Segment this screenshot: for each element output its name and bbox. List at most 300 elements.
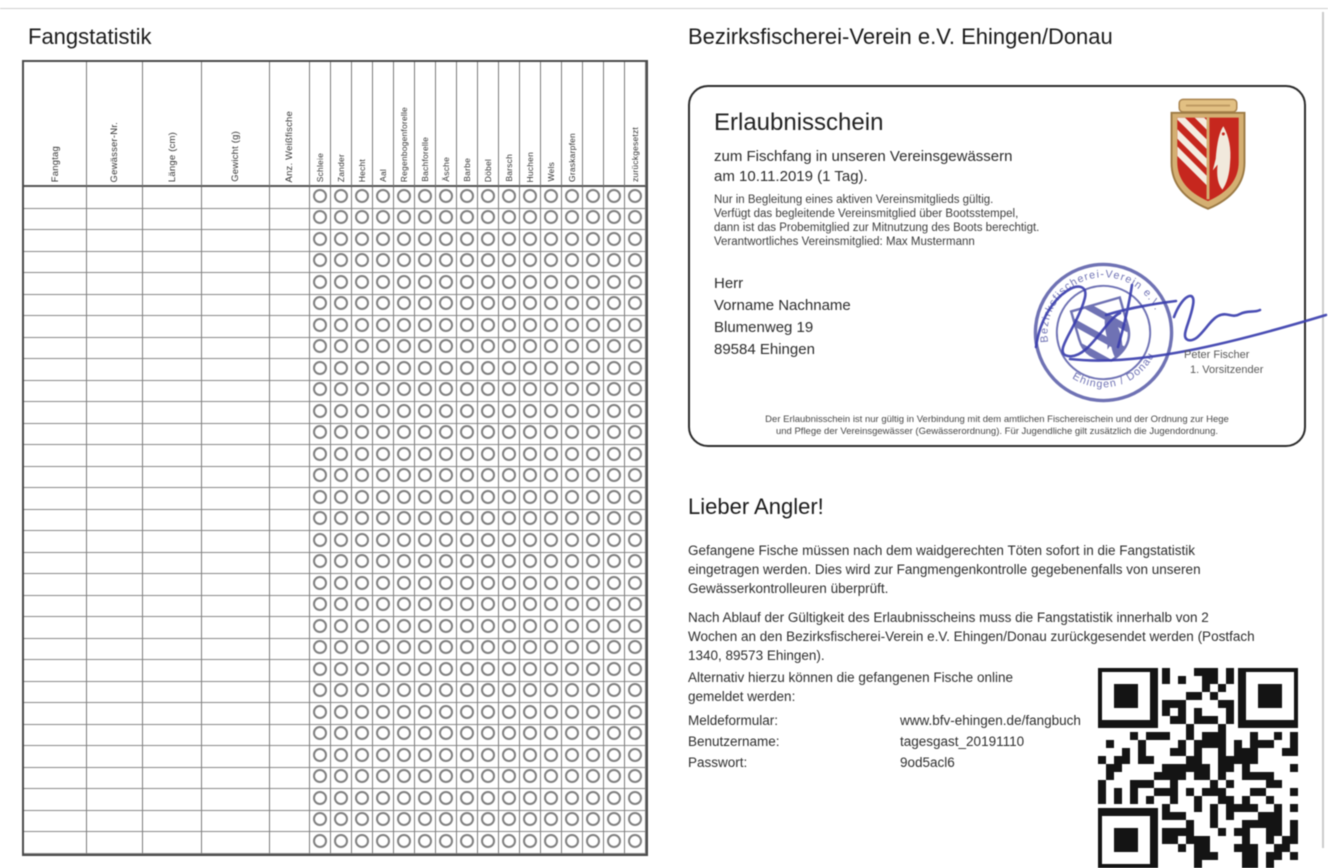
checkbox-cell [562,381,583,403]
checkbox-cell [562,596,583,618]
species-checkbox-circle [355,210,369,224]
species-checkbox-circle [565,834,579,848]
checkbox-cell [457,639,478,661]
checkbox-cell [583,660,604,682]
species-checkbox-circle [439,769,453,783]
checkbox-cell [625,424,646,446]
credential-label: Passwort: [688,755,748,770]
species-checkbox-circle [481,296,495,310]
species-checkbox-circle [397,425,411,439]
checkbox-cell [331,424,352,446]
checkbox-cell [352,811,373,833]
species-checkbox-circle [586,253,600,267]
species-checkbox-circle [565,748,579,762]
condition-line-2: dann ist das Probemitglied zur Mitnutzung des Boots berechtigt. [714,222,1040,234]
species-checkbox-circle [376,511,390,525]
species-checkbox-circle [502,662,516,676]
checkbox-cell [499,768,520,790]
entry-cell [270,768,310,790]
species-checkbox-circle [439,705,453,719]
header-label: Fangtag [49,145,61,182]
checkbox-cell [436,510,457,532]
species-checkbox-circle [313,425,327,439]
species-checkbox-circle [460,232,474,246]
species-checkbox-circle [481,468,495,482]
checkbox-cell [457,230,478,252]
permit-holder-address [714,273,851,361]
checkbox-cell [394,381,415,403]
species-checkbox-circle [481,834,495,848]
entry-cell [87,316,143,338]
checkbox-cell [394,338,415,360]
header-cell-species-7 [457,62,478,187]
holder-line-0: Herr [714,275,744,292]
checkbox-cell [310,488,331,510]
species-checkbox-circle [565,404,579,418]
species-checkbox-circle [628,533,642,547]
species-checkbox-circle [334,318,348,332]
checkbox-cell [478,510,499,532]
catch-statistics-table [22,60,648,856]
species-checkbox-circle [334,705,348,719]
species-checkbox-circle [334,447,348,461]
checkbox-cell [562,316,583,338]
entry-cell [143,746,202,768]
checkbox-cell [520,617,541,639]
species-checkbox-circle [355,361,369,375]
entry-cell [143,445,202,467]
checkbox-cell [436,273,457,295]
entry-cell [270,639,310,661]
checkbox-cell [373,187,394,209]
species-checkbox-circle [565,468,579,482]
checkbox-cell [394,252,415,274]
entry-cell [143,553,202,575]
checkbox-cell [520,402,541,424]
species-checkbox-circle [544,275,558,289]
entry-cell [24,703,87,725]
species-checkbox-circle [607,640,621,654]
entry-cell [143,381,202,403]
species-checkbox-circle [313,210,327,224]
species-checkbox-circle [481,791,495,805]
species-checkbox-circle [523,726,537,740]
checkbox-cell [373,295,394,317]
checkbox-cell [604,488,625,510]
species-checkbox-circle [460,318,474,332]
letter-paragraph-1: Gefangene Fische müssen nach dem waidgerechten Töten sofort in die Fangstatistik eingetragen werden. Dies wird zur Fangmengenkontrolle gegebenenfalls von unseren Gewässerkontrolleuren überprüft. [688,543,1201,596]
entry-cell [270,230,310,252]
checkbox-cell [478,703,499,725]
checkbox-cell [520,467,541,489]
species-checkbox-circle [376,232,390,246]
checkbox-cell [562,209,583,231]
checkbox-cell [478,295,499,317]
checkbox-cell [583,617,604,639]
checkbox-cell [604,617,625,639]
species-checkbox-circle [565,662,579,676]
checkbox-cell [541,273,562,295]
species-checkbox-circle [502,318,516,332]
checkbox-cell [541,832,562,854]
checkbox-cell [562,273,583,295]
checkbox-cell [373,596,394,618]
checkbox-cell [562,338,583,360]
species-checkbox-circle [586,210,600,224]
species-checkbox-circle [418,705,432,719]
checkbox-cell [352,424,373,446]
species-checkbox-circle [355,468,369,482]
checkbox-cell [583,316,604,338]
checkbox-cell [415,488,436,510]
species-checkbox-circle [460,382,474,396]
checkbox-cell [520,746,541,768]
signer-name: Peter Fischer [1184,349,1250,361]
checkbox-cell [583,209,604,231]
checkbox-cell [352,832,373,854]
species-checkbox-circle [376,726,390,740]
species-checkbox-circle [502,296,516,310]
entry-cell [202,273,270,295]
species-checkbox-circle [460,447,474,461]
checkbox-cell [562,746,583,768]
checkbox-cell [604,510,625,532]
entry-cell [87,445,143,467]
species-checkbox-circle [418,296,432,310]
species-checkbox-circle [355,232,369,246]
species-checkbox-circle [439,533,453,547]
checkbox-cell [583,252,604,274]
species-checkbox-circle [586,812,600,826]
checkbox-cell [541,359,562,381]
species-checkbox-circle [628,468,642,482]
checkbox-cell [583,230,604,252]
entry-cell [202,359,270,381]
entry-cell [143,316,202,338]
species-checkbox-circle [607,748,621,762]
species-checkbox-circle [607,812,621,826]
checkbox-cell [478,424,499,446]
checkbox-cell [625,488,646,510]
species-checkbox-circle [481,253,495,267]
checkbox-cell [541,424,562,446]
entry-cell [24,445,87,467]
checkbox-cell [331,338,352,360]
species-checkbox-circle [355,554,369,568]
species-checkbox-circle [313,382,327,396]
species-checkbox-circle [460,791,474,805]
checkbox-cell [310,682,331,704]
species-checkbox-circle [418,253,432,267]
species-checkbox-circle [544,382,558,396]
entry-cell [270,381,310,403]
checkbox-cell [604,359,625,381]
checkbox-cell [499,725,520,747]
species-checkbox-circle [565,339,579,353]
header-cell-species-0 [310,62,331,187]
checkbox-cell [415,381,436,403]
species-checkbox-circle [313,232,327,246]
checkbox-cell [373,338,394,360]
checkbox-cell [436,660,457,682]
checkbox-cell [394,639,415,661]
species-checkbox-circle [544,468,558,482]
species-checkbox-circle [523,490,537,504]
checkbox-cell [310,273,331,295]
species-checkbox-circle [397,468,411,482]
entry-cell [24,402,87,424]
species-checkbox-circle [481,382,495,396]
species-checkbox-circle [439,232,453,246]
species-checkbox-circle [313,361,327,375]
checkbox-cell [436,639,457,661]
checkbox-cell [478,230,499,252]
checkbox-cell [520,187,541,209]
species-checkbox-circle [628,769,642,783]
species-checkbox-circle [544,683,558,697]
checkbox-cell [310,574,331,596]
checkbox-cell [583,682,604,704]
species-checkbox-circle [565,382,579,396]
species-checkbox-circle [334,275,348,289]
permit-subline1: zum Fischfang in unseren Vereinsgewässern [714,148,1013,165]
checkbox-cell [583,811,604,833]
species-checkbox-circle [544,576,558,590]
species-checkbox-circle [523,769,537,783]
checkbox-cell [604,424,625,446]
checkbox-cell [331,273,352,295]
entry-cell [202,338,270,360]
checkbox-cell [604,295,625,317]
species-checkbox-circle [607,232,621,246]
entry-cell [143,402,202,424]
species-checkbox-circle [628,597,642,611]
species-checkbox-circle [376,705,390,719]
checkbox-cell [625,273,646,295]
checkbox-cell [457,467,478,489]
checkbox-cell [583,359,604,381]
species-checkbox-circle [586,748,600,762]
checkbox-cell [499,187,520,209]
species-label: Graskarpfen [567,133,577,182]
species-checkbox-circle [418,576,432,590]
checkbox-cell [562,768,583,790]
entry-cell [143,510,202,532]
checkbox-cell [562,617,583,639]
entry-cell [202,660,270,682]
header-cell-wide-1 [87,62,143,187]
checkbox-cell [352,402,373,424]
species-checkbox-circle [502,576,516,590]
species-checkbox-circle [502,361,516,375]
entry-cell [202,531,270,553]
species-checkbox-circle [565,275,579,289]
species-checkbox-circle [418,318,432,332]
checkbox-cell [331,359,352,381]
species-checkbox-circle [502,275,516,289]
checkbox-cell [499,338,520,360]
condition-line-1: Verfügt das begleitende Vereinsmitglied über Bootsstempel, [714,208,1019,220]
entry-cell [24,316,87,338]
checkbox-cell [625,338,646,360]
entry-cell [202,424,270,446]
entry-cell [143,768,202,790]
species-checkbox-circle [355,275,369,289]
checkbox-cell [331,445,352,467]
checkbox-cell [520,359,541,381]
species-checkbox-circle [544,189,558,203]
entry-cell [143,660,202,682]
species-checkbox-circle [397,554,411,568]
species-checkbox-circle [586,275,600,289]
species-checkbox-circle [376,640,390,654]
entry-cell [24,617,87,639]
species-checkbox-circle [502,210,516,224]
checkbox-cell [373,746,394,768]
checkbox-cell [499,832,520,854]
checkbox-cell [499,295,520,317]
species-checkbox-circle [334,662,348,676]
species-checkbox-circle [334,726,348,740]
species-checkbox-circle [397,275,411,289]
checkbox-cell [604,445,625,467]
checkbox-cell [310,660,331,682]
online-credentials [688,710,1081,773]
checkbox-cell [415,596,436,618]
checkbox-cell [520,424,541,446]
checkbox-cell [415,424,436,446]
checkbox-cell [373,811,394,833]
species-checkbox-circle [586,189,600,203]
checkbox-cell [394,467,415,489]
species-checkbox-circle [439,597,453,611]
species-checkbox-circle [607,339,621,353]
species-checkbox-circle [586,769,600,783]
species-checkbox-circle [376,339,390,353]
entry-cell [87,682,143,704]
species-checkbox-circle [628,812,642,826]
checkbox-cell [625,467,646,489]
species-checkbox-circle [628,296,642,310]
entry-cell [143,273,202,295]
species-checkbox-circle [418,748,432,762]
species-checkbox-circle [502,834,516,848]
species-checkbox-circle [334,296,348,310]
species-label: Huchen [525,151,535,182]
checkbox-cell [499,381,520,403]
species-checkbox-circle [481,554,495,568]
checkbox-cell [415,338,436,360]
checkbox-cell [331,617,352,639]
species-label: Hecht [357,158,367,182]
checkbox-cell [394,424,415,446]
species-checkbox-circle [355,296,369,310]
checkbox-cell [436,531,457,553]
species-checkbox-circle [439,404,453,418]
species-checkbox-circle [586,640,600,654]
species-checkbox-circle [313,404,327,418]
species-checkbox-circle [355,447,369,461]
species-checkbox-circle [628,662,642,676]
checkbox-cell [604,402,625,424]
entry-cell [143,295,202,317]
species-checkbox-circle [439,619,453,633]
species-checkbox-circle [586,834,600,848]
checkbox-cell [457,617,478,639]
species-checkbox-circle [607,361,621,375]
signer-role: 1. Vorsitzender [1190,364,1264,376]
species-checkbox-circle [523,275,537,289]
species-checkbox-circle [418,490,432,504]
species-checkbox-circle [397,683,411,697]
species-checkbox-circle [460,769,474,783]
species-checkbox-circle [397,748,411,762]
checkbox-cell [331,553,352,575]
permit-footnote-line1: Der Erlaubnisschein ist nur gültig in Verbindung mit dem amtlichen Fischereischein und der Ordnung zur Hege [765,414,1229,425]
checkbox-cell [583,381,604,403]
checkbox-cell [436,596,457,618]
checkbox-cell [457,746,478,768]
species-checkbox-circle [565,533,579,547]
checkbox-cell [415,467,436,489]
checkbox-cell [394,510,415,532]
checkbox-cell [541,402,562,424]
checkbox-cell [310,316,331,338]
entry-cell [202,617,270,639]
checkbox-cell [352,660,373,682]
checkbox-cell [520,230,541,252]
holder-line-1: Vorname Nachname [714,297,851,314]
species-checkbox-circle [439,748,453,762]
species-checkbox-circle [355,490,369,504]
header-cell-species-10 [520,62,541,187]
header-cell-species-2 [352,62,373,187]
species-checkbox-circle [376,425,390,439]
checkbox-cell [436,553,457,575]
entry-cell [24,682,87,704]
species-checkbox-circle [502,533,516,547]
species-checkbox-circle [313,640,327,654]
species-checkbox-circle [355,404,369,418]
species-checkbox-circle [376,361,390,375]
checkbox-cell [541,789,562,811]
species-label: Zander [336,153,346,182]
checkbox-cell [541,338,562,360]
entry-cell [87,660,143,682]
checkbox-cell [310,252,331,274]
header-cell-species-13 [583,62,604,187]
species-checkbox-circle [502,511,516,525]
checkbox-cell [415,445,436,467]
species-checkbox-circle [523,619,537,633]
checkbox-cell [457,424,478,446]
checkbox-cell [436,703,457,725]
checkbox-cell [520,510,541,532]
checkbox-cell [478,316,499,338]
species-checkbox-circle [481,726,495,740]
checkbox-cell [499,682,520,704]
permit-conditions [714,193,1039,249]
species-checkbox-circle [460,490,474,504]
species-checkbox-circle [460,662,474,676]
entry-cell [24,381,87,403]
checkbox-cell [415,617,436,639]
entry-cell [143,832,202,854]
species-checkbox-circle [523,748,537,762]
species-checkbox-circle [544,748,558,762]
entry-cell [270,445,310,467]
checkbox-cell [625,746,646,768]
